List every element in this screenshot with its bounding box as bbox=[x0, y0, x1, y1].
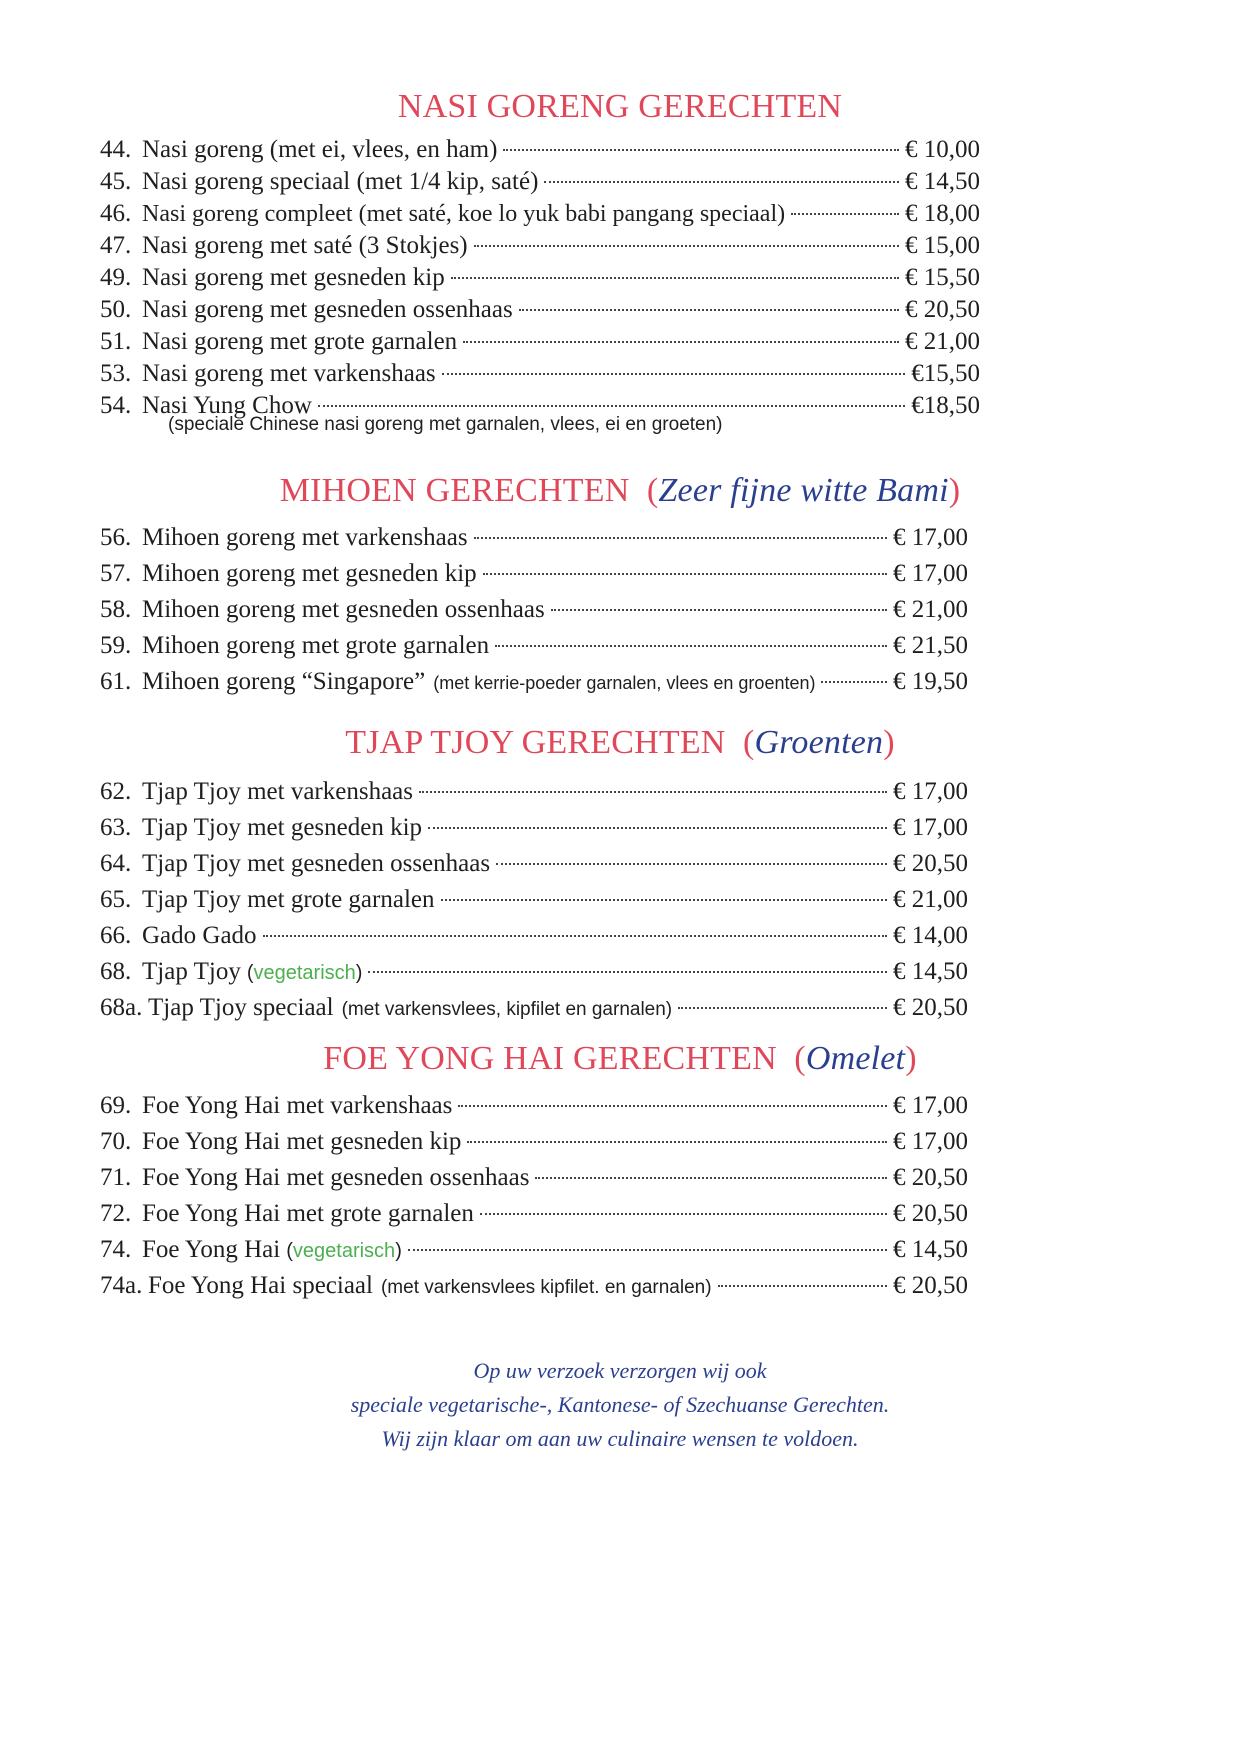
menu-item-74a bbox=[100, 1266, 968, 1300]
item-name: Nasi goreng speciaal (met 1/4 kip, saté) bbox=[142, 168, 539, 195]
menu-item-63 bbox=[100, 808, 968, 842]
item-price: € 15,00 bbox=[905, 232, 980, 259]
footer-line-1: Op uw verzoek verzorgen wij ook bbox=[473, 1358, 767, 1383]
item-name: Nasi goreng compleet (met saté, koe lo yuk babi pangang speciaal) bbox=[142, 201, 786, 227]
item-name: Tjap Tjoy met gesneden ossenhaas bbox=[142, 850, 491, 877]
item-number: 64. bbox=[100, 850, 132, 877]
item-number: 51. bbox=[100, 328, 132, 355]
item-price: €18,50 bbox=[911, 392, 980, 419]
item-name: Foe Yong Hai met grote garnalen bbox=[142, 1200, 474, 1227]
dot-leader bbox=[551, 584, 887, 611]
item-number: 44. bbox=[100, 136, 132, 163]
menu-item-66 bbox=[100, 916, 968, 950]
item-price: € 15,50 bbox=[905, 264, 980, 291]
item-note: (met varkensvlees, kipfilet en garnalen) bbox=[341, 999, 673, 1020]
dot-leader bbox=[428, 802, 887, 829]
menu-item-71 bbox=[100, 1158, 968, 1192]
menu-item-59 bbox=[100, 626, 968, 660]
vegetarian-tag: vegetarisch bbox=[292, 1240, 396, 1262]
item-name: Mihoen goreng met gesneden kip bbox=[142, 560, 477, 587]
item-name: Nasi goreng (met ei, vlees, en ham) bbox=[142, 136, 498, 163]
dot-leader bbox=[544, 156, 899, 183]
item-number: 72. bbox=[100, 1200, 132, 1227]
section-title-mihoen: MIHOEN GERECHTEN (Zeer fijne witte Bami) bbox=[279, 472, 961, 509]
item-name: Nasi goreng met grote garnalen bbox=[142, 328, 458, 355]
menu-item-74: 74. Foe Yong Hai ( vegetarisch ) € 14,50 bbox=[100, 1230, 968, 1264]
item-price: € 20,50 bbox=[893, 1164, 968, 1191]
dot-leader bbox=[318, 380, 905, 407]
item-price: € 18,00 bbox=[905, 200, 980, 227]
dot-leader bbox=[419, 766, 887, 793]
item-price: € 21,00 bbox=[893, 596, 968, 623]
item-price: € 20,50 bbox=[893, 1200, 968, 1227]
item-number: 59. bbox=[100, 632, 132, 659]
item-number: 68. bbox=[100, 958, 132, 985]
item-price: € 20,50 bbox=[893, 994, 968, 1021]
item-name: Tjap Tjoy speciaal bbox=[148, 994, 334, 1021]
item-number: 69. bbox=[100, 1092, 132, 1119]
section-subtitle-tjap: Groenten bbox=[754, 724, 884, 761]
dot-leader bbox=[368, 946, 887, 973]
item-name: Nasi goreng met gesneden kip bbox=[142, 264, 445, 291]
dot-leader bbox=[263, 910, 887, 937]
item-name: Foe Yong Hai met varkenshaas bbox=[142, 1092, 453, 1119]
item-price: € 17,00 bbox=[893, 524, 968, 551]
item-number: 74. bbox=[100, 1236, 132, 1263]
dot-leader bbox=[496, 838, 887, 865]
item-price: € 14,50 bbox=[893, 1236, 968, 1263]
section-title-nasi bbox=[0, 88, 1240, 126]
dot-leader bbox=[483, 548, 887, 575]
item-number: 54. bbox=[100, 392, 132, 419]
item-name: Foe Yong Hai met gesneden ossenhaas bbox=[142, 1164, 530, 1191]
footer-line-3: Wij zijn klaar om aan uw culinaire wensen te voldoen. bbox=[381, 1426, 859, 1451]
item-number: 63. bbox=[100, 814, 132, 841]
item-price: €15,50 bbox=[911, 360, 980, 387]
item-number: 45. bbox=[100, 168, 132, 195]
dot-leader bbox=[442, 348, 906, 375]
menu-item-58 bbox=[100, 590, 968, 624]
item-number: 53. bbox=[100, 360, 132, 387]
item-number: 68a. bbox=[100, 994, 143, 1021]
item-price: € 21,50 bbox=[893, 632, 968, 659]
dot-leader bbox=[495, 620, 887, 647]
menu-item-57 bbox=[100, 554, 968, 588]
item-name: Tjap Tjoy met grote garnalen bbox=[142, 886, 435, 913]
item-price: € 14,50 bbox=[905, 168, 980, 195]
section-title-foe-text: FOE YONG HAI GERECHTEN bbox=[323, 1040, 777, 1077]
item-number: 70. bbox=[100, 1128, 132, 1155]
item-name: Tjap Tjoy bbox=[142, 958, 241, 985]
item-number: 46. bbox=[100, 200, 132, 227]
section-title-tjap: TJAP TJOY GERECHTEN (Groenten) bbox=[345, 724, 895, 761]
menu-item-56 bbox=[100, 518, 968, 552]
item-name: Mihoen goreng met gesneden ossenhaas bbox=[142, 596, 545, 623]
item-price: € 17,00 bbox=[893, 1092, 968, 1119]
item-number: 56. bbox=[100, 524, 132, 551]
vegetarian-tag: vegetarisch bbox=[253, 962, 356, 984]
item-number: 58. bbox=[100, 596, 132, 623]
section-subtitle-mihoen: Zeer fijne witte Bami bbox=[658, 472, 949, 509]
item-name: Nasi goreng met varkenshaas bbox=[142, 360, 436, 387]
item-price: € 17,00 bbox=[893, 1128, 968, 1155]
item-number: 62. bbox=[100, 778, 132, 805]
item-price: € 21,00 bbox=[893, 886, 968, 913]
item-price: € 21,00 bbox=[905, 328, 980, 355]
menu-item-65 bbox=[100, 880, 968, 914]
item-number: 49. bbox=[100, 264, 132, 291]
item-price: € 20,50 bbox=[905, 296, 980, 323]
dot-leader bbox=[474, 512, 887, 539]
item-price: € 10,00 bbox=[905, 136, 980, 163]
footer-line-2: speciale vegetarische-, Kantonese- of Szechuanse Gerechten. bbox=[350, 1392, 890, 1417]
section-title-foe: FOE YONG HAI GERECHTEN (Omelet) bbox=[323, 1040, 917, 1077]
dot-leader bbox=[519, 284, 899, 311]
item-price: € 19,50 bbox=[893, 668, 968, 695]
item-price: € 20,50 bbox=[893, 1272, 968, 1299]
dot-leader bbox=[467, 1116, 887, 1143]
item-price: € 14,50 bbox=[893, 958, 968, 985]
item-name: Mihoen goreng “Singapore” bbox=[142, 668, 426, 695]
dot-leader bbox=[535, 1152, 887, 1179]
nasi-yung-chow-note: (speciale Chinese nasi goreng met garnalen, vlees, ei en groeten) bbox=[168, 414, 723, 435]
menu-item-68a bbox=[100, 988, 968, 1022]
dot-leader bbox=[474, 220, 899, 247]
dot-leader bbox=[503, 124, 899, 151]
item-note: (met kerrie-poeder garnalen, vlees en groenten) bbox=[433, 673, 816, 693]
dot-leader bbox=[458, 1080, 887, 1107]
item-name: Tjap Tjoy met varkenshaas bbox=[142, 778, 413, 805]
item-number: 47. bbox=[100, 232, 132, 259]
item-number: 66. bbox=[100, 922, 132, 949]
item-note: (met varkensvlees kipfilet. en garnalen) bbox=[380, 1277, 712, 1298]
item-price: € 17,00 bbox=[893, 778, 968, 805]
item-name: Mihoen goreng met varkenshaas bbox=[142, 524, 468, 551]
item-price: € 17,00 bbox=[893, 560, 968, 587]
section-title-mihoen-text: MIHOEN GERECHTEN bbox=[279, 472, 630, 509]
dot-leader bbox=[408, 1224, 887, 1251]
item-name: Nasi goreng met saté (3 Stokjes) bbox=[142, 232, 468, 259]
item-price: € 14,00 bbox=[893, 922, 968, 949]
menu-item-69 bbox=[100, 1086, 968, 1120]
menu-item-62 bbox=[100, 772, 968, 806]
section-subtitle-foe: Omelet bbox=[805, 1040, 906, 1077]
item-name: Foe Yong Hai speciaal bbox=[148, 1272, 373, 1299]
item-name: Nasi goreng met gesneden ossenhaas bbox=[142, 296, 513, 323]
menu-item-61 bbox=[100, 662, 968, 696]
item-name: Nasi Yung Chow bbox=[142, 392, 312, 419]
dot-leader bbox=[821, 656, 887, 683]
menu-item-72 bbox=[100, 1194, 968, 1228]
item-number: 61. bbox=[100, 668, 132, 695]
item-price: € 17,00 bbox=[893, 814, 968, 841]
dot-leader bbox=[451, 252, 899, 279]
dot-leader bbox=[480, 1188, 887, 1215]
section-title-nasi-text: NASI GORENG GERECHTEN bbox=[397, 88, 843, 125]
item-name: Foe Yong Hai bbox=[142, 1236, 281, 1263]
item-name: Tjap Tjoy met gesneden kip bbox=[142, 814, 423, 841]
item-name: Mihoen goreng met grote garnalen bbox=[142, 632, 490, 659]
dot-leader bbox=[791, 188, 899, 215]
menu-item-68: 68. Tjap Tjoy ( vegetarisch ) € 14,50 bbox=[100, 952, 968, 986]
dot-leader bbox=[463, 316, 899, 343]
item-number: 74a. bbox=[100, 1272, 143, 1299]
dot-leader bbox=[718, 1260, 887, 1287]
item-name: Gado Gado bbox=[142, 922, 257, 949]
item-price: € 20,50 bbox=[893, 850, 968, 877]
item-number: 57. bbox=[100, 560, 132, 587]
item-number: 71. bbox=[100, 1164, 132, 1191]
section-title-tjap-text: TJAP TJOY GERECHTEN bbox=[345, 724, 726, 761]
menu-item-64 bbox=[100, 844, 968, 878]
menu-item-70 bbox=[100, 1122, 968, 1156]
dot-leader bbox=[678, 982, 887, 1009]
item-number: 65. bbox=[100, 886, 132, 913]
item-name: Foe Yong Hai met gesneden kip bbox=[142, 1128, 462, 1155]
dot-leader bbox=[441, 874, 888, 901]
item-number: 50. bbox=[100, 296, 132, 323]
